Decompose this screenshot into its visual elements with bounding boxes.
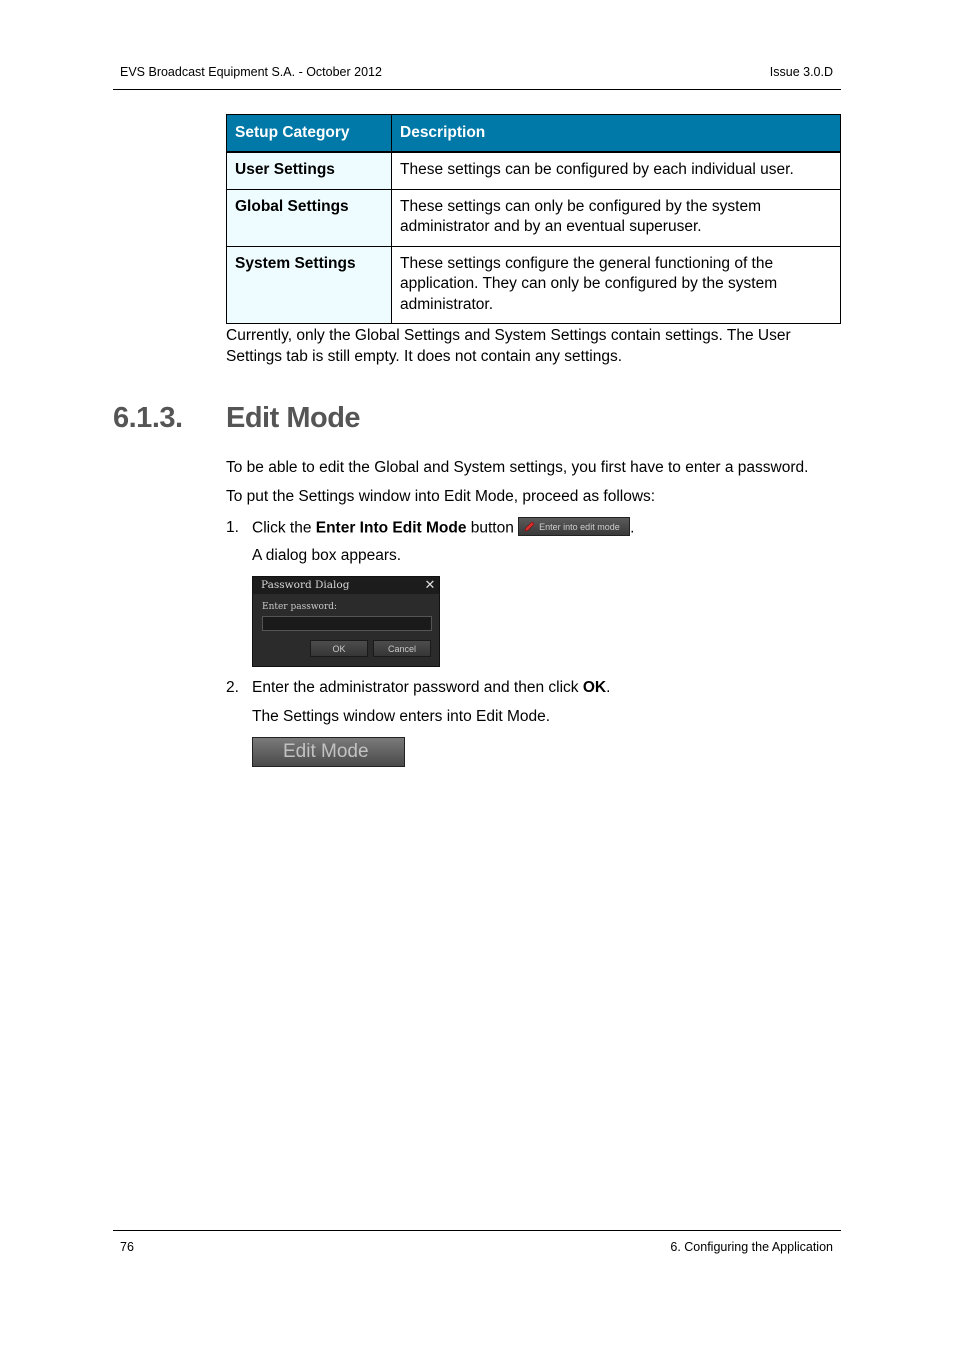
- step-2-pre: Enter the administrator password and then click: [252, 679, 583, 696]
- close-icon[interactable]: ✕: [424, 577, 436, 592]
- chapter-title: 6. Configuring the Application: [670, 1240, 833, 1254]
- step-1-number: 1.: [226, 519, 239, 536]
- table-row: [227, 152, 841, 189]
- footer-rule: [113, 1230, 841, 1231]
- enter-into-edit-mode-label: Enter into edit mode: [539, 522, 620, 532]
- dialog-title: Password Dialog: [253, 577, 439, 594]
- intro-paragraph: To be able to edit the Global and System settings, you first have to enter a password.: [226, 459, 809, 476]
- step-2-end: .: [606, 679, 611, 696]
- table-row: [227, 189, 841, 246]
- table-cell-category: User Settings: [227, 152, 392, 189]
- table-header-row: [227, 115, 841, 153]
- step-1-result: A dialog box appears.: [252, 547, 402, 564]
- step-2-number: 2.: [226, 679, 239, 696]
- settings-category-table: [226, 114, 841, 324]
- table-cell-description: These settings configure the general functioning of the application. They can only be configured by the system administrator.: [392, 246, 841, 324]
- step-2-result: The Settings window enters into Edit Mode.: [252, 708, 551, 725]
- password-label: Enter password:: [262, 602, 338, 612]
- table-header-category: Setup Category: [227, 115, 392, 153]
- step-1-pre: Click the: [252, 519, 316, 537]
- password-dialog: [252, 576, 440, 667]
- step-1-post: button: [466, 519, 514, 537]
- page-header-right: Issue 3.0.D: [769, 65, 833, 79]
- pencil-icon: [524, 521, 535, 532]
- enter-into-edit-mode-button[interactable]: [518, 517, 630, 536]
- table-cell-category: System Settings: [227, 246, 392, 324]
- section-title: Edit Mode: [226, 402, 361, 434]
- ok-button[interactable]: OK: [310, 640, 368, 657]
- header-rule: [113, 89, 841, 90]
- step-1-end: .: [630, 519, 635, 537]
- table-cell-description: These settings can be configured by each individual user.: [392, 152, 841, 189]
- step-2-bold: OK: [582, 679, 607, 696]
- section-number: 6.1.3.: [113, 402, 183, 434]
- step-1-bold: Enter Into Edit Mode: [315, 519, 467, 537]
- procedure-intro: To put the Settings window into Edit Mode, proceed as follows:: [226, 488, 656, 505]
- password-input[interactable]: [262, 616, 432, 631]
- table-note: Currently, only the Global Settings and System Settings contain settings. The User Settings tab is still empty. It does not contain any settings.: [226, 327, 791, 365]
- cancel-button[interactable]: Cancel: [373, 640, 431, 657]
- edit-mode-indicator: Edit Mode: [252, 737, 405, 767]
- page-header-left: EVS Broadcast Equipment S.A. - October 2012: [120, 65, 382, 79]
- step-1-text: [252, 519, 634, 538]
- table-cell-description: These settings can only be configured by the system administrator and by an eventual superuser.: [392, 189, 841, 246]
- table-cell-category: Global Settings: [227, 189, 392, 246]
- page-number: 76: [120, 1240, 134, 1254]
- table-row: [227, 246, 841, 324]
- table-header-description: Description: [392, 115, 841, 153]
- step-2-text: [252, 679, 610, 697]
